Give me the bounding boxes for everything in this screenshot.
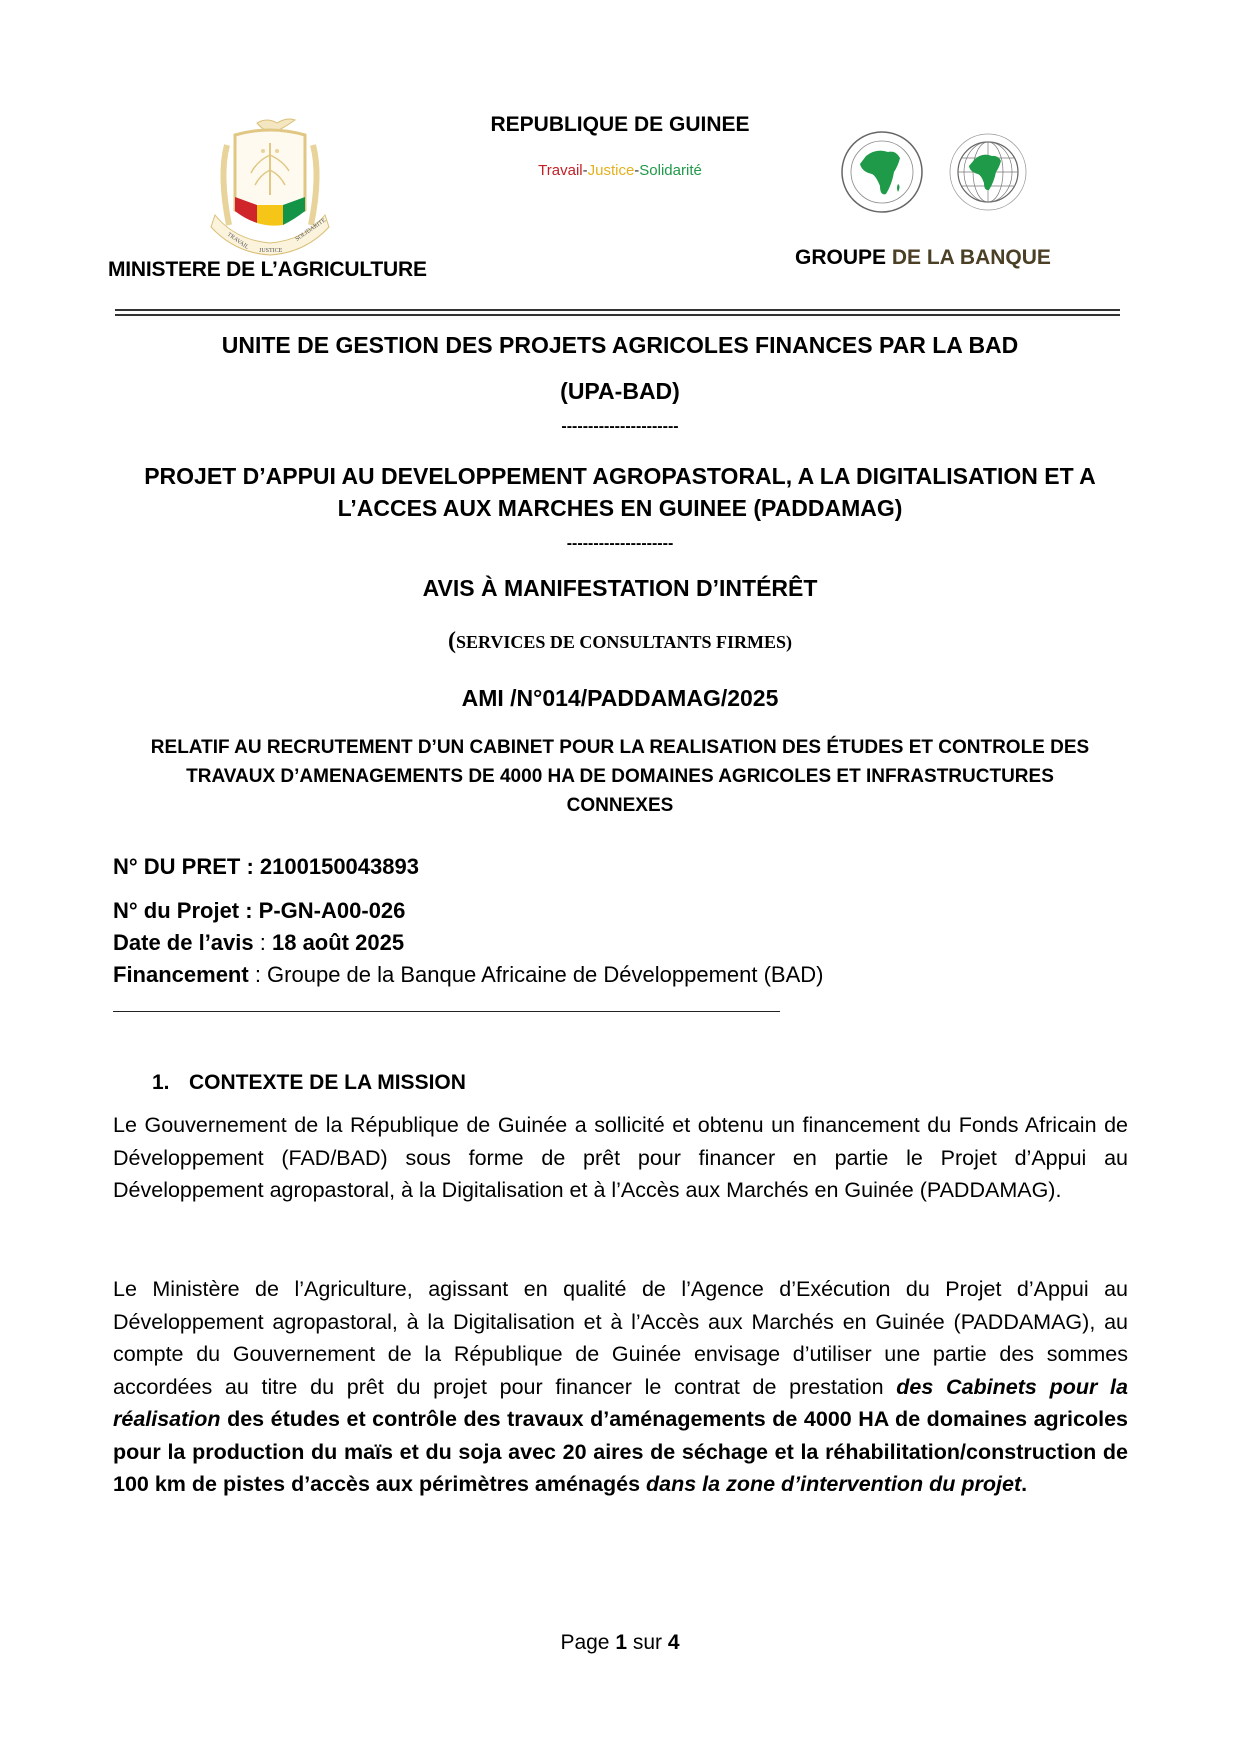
section-heading [152,1071,466,1095]
notice-date-sep: : [253,930,272,955]
services-text: SERVICES DE CONSULTANTS FIRMES) [456,632,792,652]
project-number: N° du Projet : P-GN-A00-026 [113,898,406,923]
services-subtitle [100,628,1140,655]
page-word: Page [560,1631,616,1654]
meta-separator-rule [113,1011,780,1012]
guinea-coat-of-arms-icon [205,115,335,257]
project-title-line1: PROJET D’APPUI AU DEVELOPPEMENT AGROPASTORAL, A LA DIGITALISATION ET A [144,463,1096,489]
motto-justice: Justice [587,162,635,179]
page-footer [520,1631,720,1655]
subject-line1: RELATIF AU RECRUTEMENT D’UN CABINET POUR LA REALISATION DES ÉTUDES ET CONTROLE DES [150,737,1090,758]
divider-dashes: ---------------------- [561,418,679,435]
svg-text:JUSTICE: JUSTICE [259,248,283,254]
motto-travail: Travail [538,162,583,179]
notice-title: AVIS À MANIFESTATION D’INTÉRÊT [422,575,818,601]
notice-date-value: 18 août 2025 [271,930,405,955]
african-development-bank-logo-icon [842,132,922,212]
svg-text:SOLIDARITE: SOLIDARITE [294,217,328,243]
unit-title: UNITE DE GESTION DES PROJETS AGRICOLES FINANCES PAR LA BAD [221,332,1019,358]
national-motto [430,162,810,179]
motto-separator: - [634,162,640,179]
notice-date-label: Date de l’avis [113,930,254,955]
paragraph-bold-italic: dans la zone d’intervention du projet [646,1472,1022,1496]
paragraph-bold: . [1021,1472,1028,1496]
subject-line3: CONNEXES [566,795,674,816]
paragraph-bold: des études et contrôle des travaux d’aménagements de 4000 HA de domaines agricoles pour la production du maïs et du soja avec 20 aires de séchage et la réhabilitation/construction de 100 km de pistes d’accès aux périmètres aménagés [113,1407,1128,1496]
african-development-fund-logo-icon [950,134,1026,210]
bank-group-part2: DE LA BANQUE [886,246,1051,269]
project-title-line2: L’ACCES AUX MARCHES EN GUINEE (PADDAMAG) [337,495,903,521]
ministry-name: MINISTERE DE L’AGRICULTURE [108,258,427,281]
of-word: sur [627,1631,668,1654]
bank-group-part1: GROUPE [795,246,887,269]
page-total: 4 [667,1631,680,1654]
afdb-logos [838,128,1038,218]
funding-sep: : [248,962,268,987]
funding-value: Groupe de la Banque Africaine de Développement (BAD) [267,962,824,987]
subject-line2: TRAVAUX D’AMENAGEMENTS DE 4000 HA DE DOMAINES AGRICOLES ET INFRASTRUCTURES [186,766,1054,787]
paragraph-text: Le Ministère de l’Agriculture, agissant en qualité de l’Agence d’Exécution du Projet d’Appui au Développement agropastoral, à la Digitalisation et à l’Accès aux Marchés en Guinée (PADDAMAG), au compte du Gouvernement de la République de Guinée envisage d’utiliser une partie des sommes accordées au titre du prêt du projet pour financer le contrat de prestation [113,1277,1128,1399]
notice-reference: AMI /N°014/PADDAMAG/2025 [461,685,779,711]
divider-dashes: -------------------- [566,535,674,552]
notice-date [113,930,404,956]
motto-separator: - [582,162,588,179]
paragraph-bold-italic: des Cabinets pour la réalisation [113,1374,1128,1431]
header-double-rule [115,309,1120,316]
svg-text:TRAVAIL: TRAVAIL [225,231,250,251]
section-number: 1. [152,1071,170,1094]
project-title [100,460,1140,524]
services-paren: ( [448,628,457,654]
funding [113,962,824,988]
unit-abbreviation: (UPA-BAD) [560,378,680,404]
funding-label: Financement [113,962,249,987]
paragraph: Le Gouvernement de la République de Guinée a sollicité et obtenu un financement du Fonds Africain de Développement (FAD/BAD) sous forme de prêt pour financer en partie le Projet d’Appui au Développement agropastoral, à la Digitalisation et à l’Accès aux Marchés en Guinée (PADDAMAG). [113,1113,1128,1202]
country-name: REPUBLIQUE DE GUINEE [490,113,750,136]
loan-number: N° DU PRET : 2100150043893 [113,854,419,879]
bank-group-label [795,246,1051,270]
motto-solidarite: Solidarité [639,162,702,179]
page-current: 1 [615,1631,628,1654]
notice-subject [105,733,1135,820]
paragraph [113,1273,1128,1501]
section-title: CONTEXTE DE LA MISSION [189,1071,466,1094]
